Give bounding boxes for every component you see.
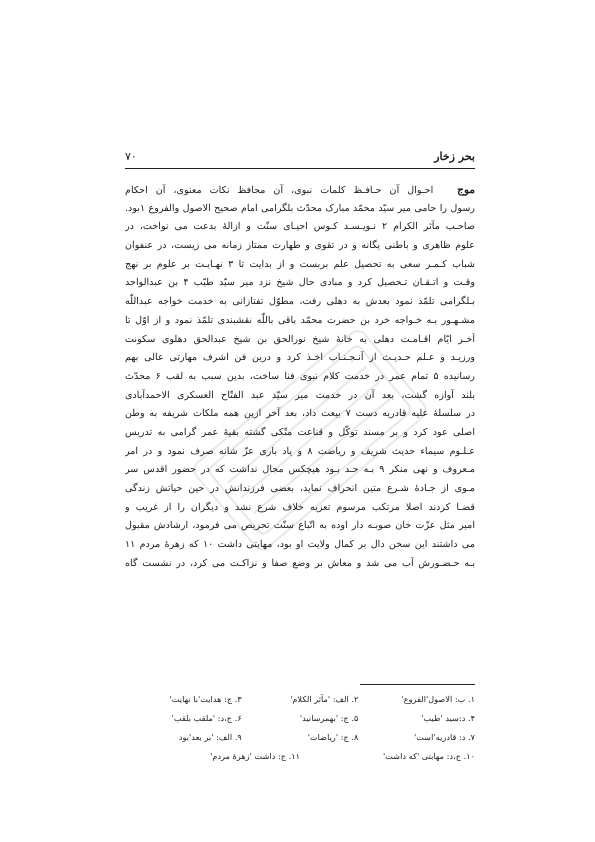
text-line: علوم ظاهری و باطنی یگانه و در تقوی و طهارت ممتاز زمانه می زیست، در عنفوان: [125, 240, 475, 252]
text-line: آخـر ایّام اقـامـت دهلی به خانۀ شیخ نورالحق بن شیخ عبدالحق دهلوی سکونت: [125, 333, 475, 345]
text-line: رسانیده ۵ تمام عمر در خدمت کلام نبوی فنا ساخت، بدین سبب به لقب ۶ محدّث: [125, 370, 475, 382]
footnote-separator: [360, 684, 475, 685]
text-line: وقـت و اتـقـان تـحصیل کرد و مبادی حال شیخ نزد میر سیّد طیّب ۴ بن عبدالواحد: [125, 277, 475, 289]
footnote: ۶. ج،د: 'ملقب بلقب': [171, 713, 242, 723]
footnote: ۱. ب: الاصول'الفروع': [401, 694, 475, 704]
main-text: [125, 181, 475, 573]
footnote-row: [125, 728, 475, 747]
text-line: می داشتند این سخن دال بر کمال ولایت او بود، مهابتی داشت ۱۰ که زهرۀ مردم ۱۱: [125, 539, 475, 551]
footnote: ۲. الف: 'مآثر الکلام': [290, 694, 359, 704]
text-line: مشـهـور بـه خـواجه خرد بن حضرت محمّد باقی باللّٰه نقشبندی تلمّذ نمود و از اوّل تا: [125, 314, 475, 326]
text-line: اصلی عود کرد و بر مسند توکّل و قناعت متّکی گشته بقیۀ عمر گرامی به تدریس: [125, 426, 475, 438]
lead-word: موج: [457, 184, 475, 196]
footnote: ۴. د:سید 'طیب': [421, 713, 475, 723]
text-line: مـعروف و نهی منکر ۹ بـه حـد بـود هیچکس مجال نداشت که در حضور اقدس سر: [125, 464, 475, 476]
footnote: ۸. ج: 'ریاضات': [307, 732, 359, 742]
text-line: بـلگرامی تلمّذ نمود بعدش به دهلی رفت، مطوّل تفتازانی به خدمت خواجه عبداللّٰه: [125, 296, 475, 308]
text-line: [125, 181, 475, 200]
footnote: ۱۱. ج: داشت 'زهرۀ مردم': [210, 751, 300, 761]
footnote-row: [125, 690, 475, 709]
text-line-content: احـوال آن حـافـظ کلمات نبوی، آن محافظ نکات معنوی، آن احکام: [125, 185, 434, 196]
text-line: شباب کـمـر سعی به تحصیل علم بربست و از بدایت تا ۳ نهـایـت بر علوم بر نهج: [125, 258, 475, 270]
text-line: امیر مثل عزّت خان صوبـه دار اوده به اتّباع سنّت تحریص می فرمود، ارشادش مقبول: [125, 520, 475, 532]
text-line: رسول را حامی میر سیّد محمّد مبارک محدّث بلگرامی امام صحیح الاصول والفروع ۱بود.: [125, 202, 475, 214]
footnote: ۹. الف: 'بر بعد'بود: [178, 732, 242, 742]
text-line: بـه حـضـورش آب می شد و معاش بر وضع صفا و نزاکـت می کرد، در نشست گاه: [125, 557, 475, 569]
footnote: ۱۰. ج،د: مهابتی 'که داشت': [383, 751, 475, 761]
footnote: ۷. د: قادریه'است': [414, 732, 475, 742]
text-line: در سلسلۀ علیه قادریه دست ۷ بیعت داد، بعد آخر ازین همه ملکات شریفه به وطن: [125, 408, 475, 420]
footnote-row: [125, 709, 475, 728]
text-line: ورزیـد و عـلم حـدیـث از آنـجـنـاب اخـذ کرد و درین فن اشرف مهارتی عالی بهم: [125, 352, 475, 364]
footnote: ۳. ج: هدایت'با نهایت': [169, 694, 242, 704]
text-line: صاحـب مآثر الکرام ۲ نـویـسـد کـوس احیـای سنّت و ازالۀ بدعت می نواخت، در: [125, 221, 475, 233]
footnote: ۵. ج: 'بهمرسانید': [299, 713, 359, 723]
page-header: [125, 150, 475, 169]
text-line: قضـا کردند اصلا مرتکب مرسوم تعزیه خلاف شرع نشد و دیگران را از غریب و: [125, 501, 475, 513]
text-line: مـوی از جـادۀ شـرع متین انحراف نماید، بعضی فرزندانش در حین حیاتش زندگی: [125, 483, 475, 494]
footnotes: [125, 690, 475, 766]
running-title: بحر زخار: [434, 150, 475, 163]
text-line: بلند آوازه گشت، بعد آن در خدمت میر سیّد عبد الفتّاح العسکری الاحمدآبادی: [125, 389, 475, 401]
text-line: عـلـوم سیماء حدیث شریف و ریاضت ۸ و یاد باری عزّ شانه صرف نمود و در امر: [125, 445, 475, 457]
page-number: ۷۰: [125, 150, 137, 163]
footnote-row: [125, 747, 475, 766]
